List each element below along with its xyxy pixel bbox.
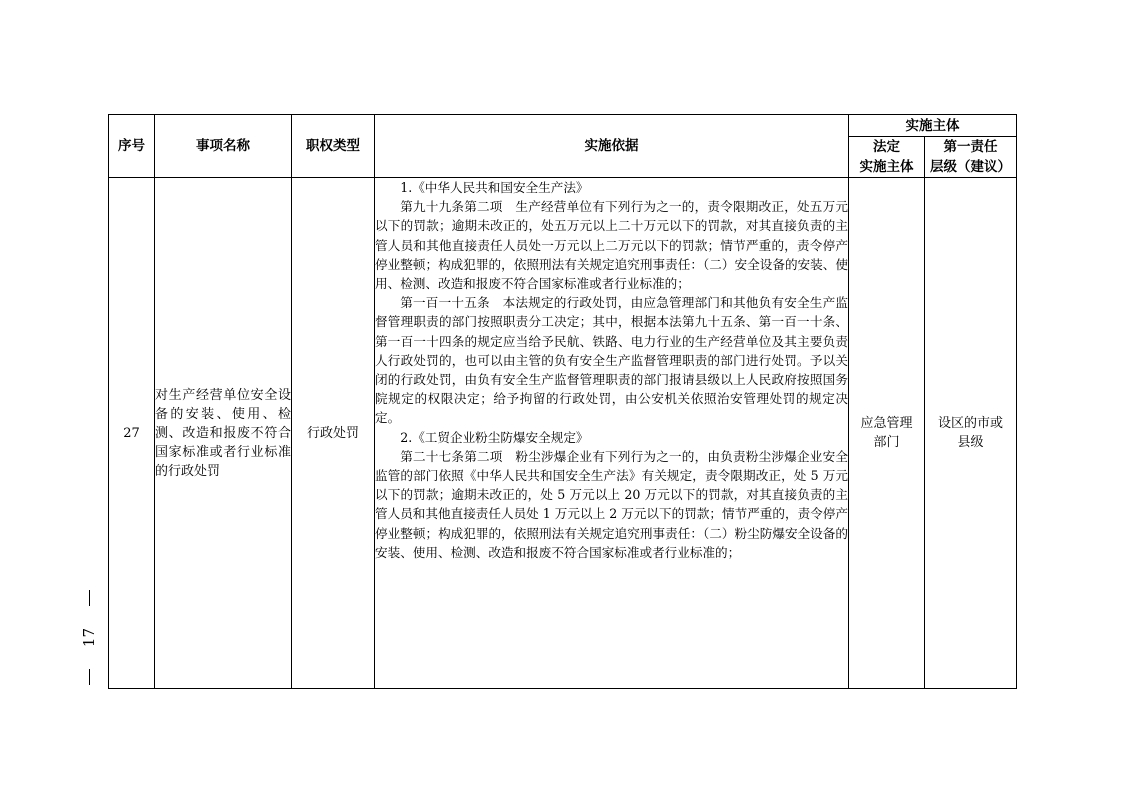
header-responsibility-level xyxy=(925,137,1017,178)
basis-paragraph: 1.《中华人民共和国安全生产法》 xyxy=(400,180,589,195)
row-responsibility-level-line2: 县级 xyxy=(957,435,984,450)
basis-paragraph: 第一百一十五条 本法规定的行政处罚，由应急管理部门和其他负有安全生产监督管理职责的部门按照职责分工决定；其中，根据本法第九十五条、第一百一十条、第一百一十四条的规定应当给予民航、铁路、电力行业的生产经营单位及其主要负责人行政处罚的，也可以由主管的负有安全生产监督管理职责的部门进行处罚。予以关闭的行政处罚，由负有安全生产监督管理职责的部门报请县级以上人民政府按照国务院规定的权限决定；给予拘留的行政处罚，由公安机关依照治安管理处罚的规定决定。 xyxy=(375,295,848,426)
header-entity-group: 实施主体 xyxy=(849,115,1017,137)
row-legal-entity-line1: 应急管理 xyxy=(860,416,913,431)
header-basis: 实施依据 xyxy=(375,115,849,178)
table-row xyxy=(109,178,1017,689)
page-number-dash-top xyxy=(89,590,90,606)
header-legal-entity-line1: 法定 xyxy=(873,139,900,155)
header-responsibility-level-line1: 第一责任 xyxy=(943,139,998,155)
row-seq: 27 xyxy=(109,178,155,689)
row-item-name: 对生产经营单位安全设备的安装、使用、检测、改造和报废不符合国家标准或者行业标准的行政处罚 xyxy=(155,178,292,689)
page-number xyxy=(80,590,98,685)
header-legal-entity xyxy=(849,137,925,178)
row-legal-entity xyxy=(849,178,925,689)
basis-paragraph: 第二十七条第二项 粉尘涉爆企业有下列行为之一的，由负责粉尘涉爆企业安全监管的部门依照《中华人民共和国安全生产法》有关规定，责令限期改正，处 5 万元以下的罚款；逾期未改正的，处 5 万元以上 20 万元以下的罚款，对其直接负责的主管人员和其他直接责任人员处 1 万元以上 2 万元以下的罚款；情节严重的，责令停产停业整顿；构成犯罪的，依照刑法有关规定追究刑事责任：（二）粉尘防爆安全设备的安装、使用、检测、改造和报废不符合国家标准或者行业标准的； xyxy=(375,448,848,560)
header-seq: 序号 xyxy=(109,115,155,178)
basis-paragraph: 2.《工贸企业粉尘防爆安全规定》 xyxy=(400,429,589,445)
header-responsibility-level-line2: 层级（建议） xyxy=(930,159,1011,175)
row-responsibility-level xyxy=(925,178,1017,689)
row-responsibility-level-line1: 设区的市或 xyxy=(937,416,1003,431)
page-number-dash-bottom xyxy=(89,669,90,685)
row-power-type: 行政处罚 xyxy=(292,178,375,689)
page-number-value: 17 xyxy=(79,627,98,648)
row-legal-entity-line2: 部门 xyxy=(873,435,900,450)
power-list-table xyxy=(108,114,1017,689)
basis-paragraph: 第九十九条第二项 生产经营单位有下列行为之一的，责令限期改正，处五万元以下的罚款；逾期未改正的，处五万元以上二十万元以下的罚款，对其直接负责的主管人员和其他直接责任人员处一万元以上二万元以下的罚款；情节严重的，责令停产停业整顿；构成犯罪的，依照刑法有关规定追究刑事责任：（二）安全设备的安装、使用、检测、改造和报废不符合国家标准或者行业标准的； xyxy=(375,199,848,292)
row-basis xyxy=(375,178,849,689)
header-item-name: 事项名称 xyxy=(155,115,292,178)
header-legal-entity-line2: 实施主体 xyxy=(859,159,914,175)
header-power-type: 职权类型 xyxy=(292,115,375,178)
